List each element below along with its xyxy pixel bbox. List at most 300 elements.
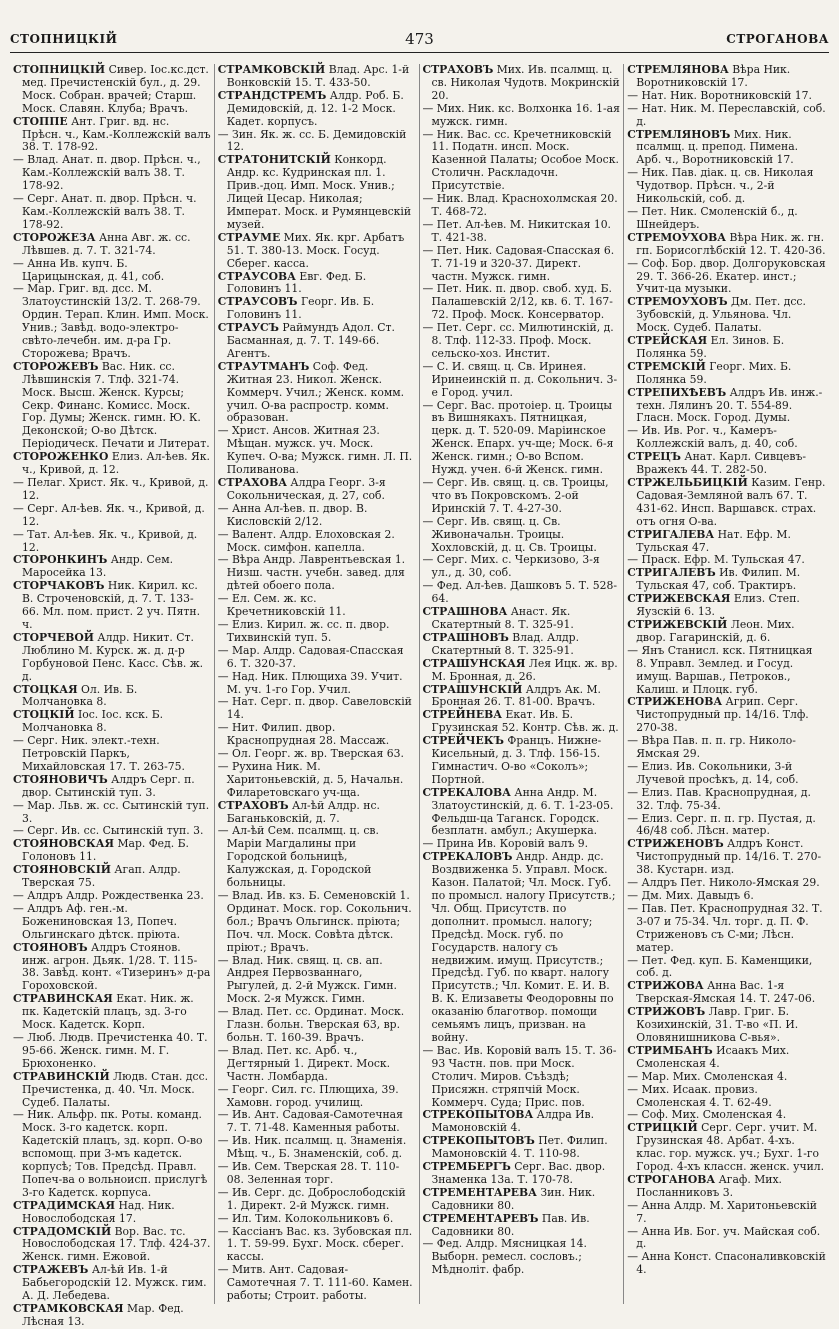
directory-entry — [218, 1045, 416, 1084]
directory-entry — [627, 451, 826, 477]
directory-entry — [13, 529, 211, 555]
directory-entry — [218, 1264, 416, 1303]
entry-surname: СТРИЖОВА — [627, 979, 704, 993]
directory-entry — [13, 232, 211, 258]
entry-surname: СТРЕМСКІЙ — [627, 359, 706, 373]
entry-details: Анаст. Як. Скатертный 8. Т. 325-91. — [431, 605, 574, 631]
entry-details: — Ник. Пав. діак. ц. св. Николая Чудотвор. Прѣсн. ч., 2-й Никольскій, соб. д. — [627, 166, 814, 206]
entry-details: — Ник. Вас. сс. Кречетниковскій 11. Податн. инсп. Моск. Казенной Палаты; Особое Моск. Столичн. Раскладочн. Присутствіе. — [422, 127, 619, 193]
entry-details: — Серг. Ив. свящ. ц. Св. Живоначальн. Троицы. Хохловскій, д. ц. Св. Троицы. — [422, 514, 597, 554]
entry-details: Вѣра Ник. Воротниковскій 17. — [636, 63, 791, 89]
directory-entry — [423, 1045, 621, 1110]
entry-surname: СТРЕКОПЫТОВЪ — [422, 1134, 535, 1148]
directory-entry — [627, 1084, 826, 1110]
directory-entry — [627, 696, 826, 735]
directory-entry — [218, 129, 416, 155]
entry-details: Мар. Фед. Б. Голоновъ 11. — [22, 837, 189, 864]
directory-entry — [627, 761, 826, 787]
entry-surname: СТОЦКАЯ — [13, 682, 78, 696]
directory-entry — [627, 787, 826, 813]
directory-entry — [13, 838, 211, 864]
entry-details: Ант. Григ. вд. нс. Прѣсн. ч., Кам.-Коллежскій валъ 38. Т. 178-92. — [22, 114, 211, 154]
directory-entry — [13, 258, 211, 284]
directory-entry — [13, 477, 211, 503]
directory-entry — [423, 1213, 621, 1239]
entry-surname: СТРЕМЕНТАРЕВЪ — [422, 1211, 539, 1225]
directory-entry — [423, 735, 621, 787]
entry-details: — Серг. Ив. свящ. ц. св. Троицы, что въ Покровскомъ. 2-ой Иринскій 7. Т. 4-27-30. — [422, 476, 609, 515]
entry-details: Серг. Серг. учит. М. Грузинская 48. Арбат. 4-хъ. клас. гор. мужск. уч.; Бухг. 1-го Город. 4-хъ классн. женск. учил. — [636, 1121, 825, 1174]
entry-details: Алдра Ив. Мамоновскій 4. — [431, 1108, 595, 1135]
directory-entry — [627, 619, 826, 645]
entry-details: Лавр. Григ. Б. Козихинскій, 31. Т-во «П. И. Оловянишникова С-вья». — [636, 1005, 799, 1044]
entry-details: Мих. Ив. псалмщ. ц. св. Николая Чудотв. Мокринскій 20. — [431, 63, 620, 102]
entry-details: — Фед. Алдр. Мясницкая 14. Выборн. ремесл. сословъ.; Мѣдноліт. фабр. — [422, 1237, 587, 1277]
entry-surname: СТРЕПИХѢЕВЪ — [627, 385, 727, 399]
entry-details: — Фед. Ал-ѣев. Дашковъ 5. Т. 528-64. — [422, 579, 618, 606]
entry-details: — Ол. Георг. ж. вр. Тверская 63. — [217, 747, 404, 761]
entry-surname: СТРОГАНОВА — [627, 1172, 716, 1186]
entry-surname: СТРАШУНСКІЙ — [422, 682, 523, 696]
entry-details: — Вас. Ив. Коровій валъ 15. Т. 36-93 Частн. пов. при Моск. Столич. Миров. Съѣздѣ; Присяжн. стряпчій Моск. Коммерч. Суда; Прис. пов. — [422, 1043, 617, 1109]
entry-details: — Ив. Сем. Тверская 28. Т. 110-08. Зеленная торг. — [217, 1160, 400, 1186]
entry-details: — Над. Ник. Плющиха 39. Учит. М. уч. 1-го Гор. Учил. — [217, 669, 403, 696]
directory-entry — [627, 1174, 826, 1200]
directory-entry — [218, 722, 416, 748]
entry-surname: СТРАВИНСКАЯ — [13, 992, 113, 1006]
entry-details: — Вѣра Пав. п. п. гр. Николо-Ямская 29. — [627, 734, 796, 761]
directory-entry — [13, 684, 211, 710]
entry-details: Исаакъ Мих. Смоленская 4. — [636, 1043, 790, 1070]
entry-details: Елиз. Ал-ѣев. Як. ч., Кривой, д. 12. — [22, 450, 210, 477]
entry-details: — Алдръ Пет. Николо-Ямская 29. — [627, 876, 820, 890]
entry-details: Ив. Филип. М. Тульская 47, соб. Трактиръ. — [636, 566, 801, 593]
column-2 — [215, 64, 420, 1304]
entry-details: — Елиз. Пав. Краснопрудная, д. 32. Тлф. 75-34. — [627, 785, 811, 812]
entry-details: Алдръ Стоянов. инж. агрон. Дьяк. 1/28. Т. 115-38. Завѣд. конт. «Тизеринъ» д-ра Гороховской. — [22, 940, 211, 993]
entry-details: Анат. Карл. Сивцевъ-Вражекъ 44. Т. 282-50. — [636, 450, 806, 477]
directory-entry — [218, 271, 416, 297]
directory-entry — [627, 1006, 826, 1045]
entry-surname: СТРИЖОВЪ — [627, 1005, 706, 1019]
entry-details: — Рухина Ник. М. Харитоньевскій, д. 5, Начальн. Филаретовскаго уч-ща. — [217, 759, 404, 799]
directory-entry — [218, 696, 416, 722]
entry-surname: СТРАУСОВЪ — [217, 295, 298, 309]
directory-entry — [627, 258, 826, 297]
entry-surname: СТРЕЙНЕВА — [422, 708, 503, 722]
entry-details: — Анна Ив. Бог. уч. Майская соб. д. — [627, 1224, 821, 1251]
entry-surname: СТОРОЖЕНКО — [13, 450, 109, 464]
entry-surname: СТОЦКІЙ — [13, 708, 75, 722]
entry-details: — Пет. Ник. Садовая-Спасская 6. Т. 71-19 и 320-37. Директ. частн. Мужск. гимн. — [422, 243, 615, 283]
directory-entry — [423, 1135, 621, 1161]
directory-entry — [627, 1122, 826, 1174]
directory-entry — [423, 283, 621, 322]
directory-entry — [627, 1045, 826, 1071]
entry-details: Ник. Кирил. кс. В. Строченовскій, д. 7. Т. 133-66. Мл. пом. прист. 2 уч. Пятн. ч. — [22, 579, 201, 631]
directory-entry — [627, 425, 826, 451]
entry-surname: СТРАЖЕВЪ — [13, 1263, 89, 1277]
directory-entry — [13, 503, 211, 529]
directory-entry — [627, 980, 826, 1006]
directory-entry — [627, 1200, 826, 1226]
entry-details: Ел. Зинов. Б. Полянка 59. — [636, 334, 785, 360]
entry-details: Влад. Арс. 1-й Вонковскій 15. Т. 433-50. — [226, 63, 410, 89]
directory-entry — [13, 580, 211, 632]
entry-surname: СТРЕКОПЫТОВА — [422, 1108, 534, 1122]
directory-entry — [218, 64, 416, 90]
header-right-guide-word: СТРОГАНОВА — [726, 32, 829, 46]
entry-details: Екат. Ник. ж. пк. Кадетскій плацъ, зд. 3-го Моск. Кадетск. Корп. — [22, 992, 194, 1032]
entry-surname: СТРАШУНСКАЯ — [422, 656, 526, 670]
directory-entry — [218, 322, 416, 361]
entry-surname: СТРАУТМАНЪ — [217, 359, 310, 373]
entry-details: — Зин. Як. ж. сс. Б. Демидовскій 12. — [217, 127, 407, 154]
directory-entry — [627, 64, 826, 90]
entry-details: — Влад. Ив. кз. Б. Семеновскій 1. Ординат. Моск. гор. Сокольнич. бол.; Врачъ Ольгинск. пріюта; Поч. чл. Моск. Совѣта дѣтск. пріют.; Врачъ. — [217, 889, 412, 954]
directory-entry — [627, 955, 826, 981]
directory-entry — [218, 90, 416, 129]
entry-details: — Мих. Ник. кс. Волхонка 16. 1-ая мужск. гимн. — [422, 101, 620, 128]
entry-details: — Пав. Пет. Краснопрудная 32. Т. 3-07 и 75-34. Чл. торг. д. П. Ф. Стриженовъ съ С-ми; Лѣсн. матер. — [627, 901, 823, 954]
directory-entry — [627, 567, 826, 593]
entry-details: Вор. Вас. тс. Новослободская 17. Тлф. 424-37. Женск. гимн. Ежовой. — [22, 1224, 211, 1264]
entry-details: Казим. Генр. Садовая-Земляной валъ 67. Т. 431-62. Инсп. Варшавск. страх. отъ огня О-ва. — [636, 476, 826, 528]
entry-surname: СТРАХОВЪ — [217, 798, 289, 812]
directory-entry — [423, 400, 621, 477]
directory-entry — [423, 787, 621, 839]
directory-entry — [423, 477, 621, 516]
entry-details: — Ив. Ант. Садовая-Самотечная 7. Т. 71-48. Каменныя работы. — [217, 1108, 403, 1135]
entry-details: Людв. Стан. дсс. Пречистенка, д. 40. Чл. Моск. Судеб. Палаты. — [22, 1069, 209, 1109]
entry-details: — Дм. Мих. Давыдъ 6. — [627, 889, 754, 902]
entry-surname: СТРАУСОВА — [217, 269, 296, 283]
entry-surname: СТОРОЖЕЗА — [13, 230, 96, 244]
column-1 — [10, 63, 215, 1328]
entry-details: Евг. Фед. Б. Головинъ 11. — [226, 269, 367, 296]
directory-entry — [13, 1032, 211, 1071]
entry-details: Соф. Фед. Житная 23. Никол. Женск. Коммерч. Учил.; Женск. комм. учил. О-ва распростр. комм. образован. — [226, 359, 405, 425]
entry-details: Алдр. Никит. Ст. Люблино М. Курск. ж. д. д-р Горбуновой Пенс. Касс. Сѣв. ж. д. — [22, 630, 204, 683]
directory-entry — [423, 1238, 621, 1277]
entry-details: Екат. Ив. Б. Грузинская 52. Контр. Сѣв. ж. д. — [431, 708, 619, 735]
entry-details: — Мар. Льв. ж. сс. Сытинскій туп. 3. — [13, 798, 210, 825]
directory-entry — [423, 322, 621, 361]
entry-details: — Тат. Ал-ѣев. Як. ч., Кривой, д. 12. — [13, 527, 198, 554]
entry-details: Нат. Ефр. М. Тульская 47. — [636, 527, 791, 554]
directory-entry — [218, 296, 416, 322]
directory-entry — [423, 709, 621, 735]
entry-details: Георг. Ив. Б. Головинъ 11. — [226, 295, 375, 322]
directory-columns — [10, 63, 829, 1328]
directory-entry — [423, 361, 621, 400]
entry-details: — Валент. Алдр. Елоховская 2. Моск. симфон. капелла. — [217, 527, 395, 554]
directory-entry — [13, 993, 211, 1032]
entry-details: — Ал-ѣй Сем. псалмщ. ц. св. Маріи Магдалины при Городской больницѣ, Калужская, д. Городской больницы. — [217, 824, 379, 890]
directory-entry — [13, 709, 211, 735]
directory-entry — [13, 1264, 211, 1303]
entry-details: — Пет. Ник. Смоленскій б., д. Шнейдеръ. — [627, 204, 798, 231]
entry-details: — Ник. Влад. Краснохолмская 20. Т. 468-72. — [422, 192, 618, 218]
entry-surname: СТРЕМЛЯНОВЪ — [627, 127, 731, 141]
entry-surname: СТРАХОВА — [217, 476, 287, 489]
directory-entry — [13, 1303, 211, 1329]
directory-entry — [218, 154, 416, 231]
entry-surname: СТРЕМОУХОВЪ — [627, 295, 728, 309]
directory-entry — [218, 1109, 416, 1135]
directory-entry — [423, 219, 621, 245]
directory-entry — [218, 1006, 416, 1045]
directory-entry — [218, 361, 416, 426]
directory-entry — [423, 580, 621, 606]
entry-details: Андр. Сем. Маросейка 13. — [22, 553, 174, 580]
entry-details: Пет. Филип. Мамоновскій 4. Т. 110-98. — [431, 1134, 608, 1161]
directory-entry — [627, 1226, 826, 1252]
directory-entry — [423, 851, 621, 1045]
entry-details: Над. Ник. Новослободская 17. — [22, 1198, 175, 1225]
entry-details: Мар. Фед. Лѣсная 13. — [22, 1302, 184, 1328]
entry-details: Лея Ицк. ж. вр. М. Бронная, д. 26. — [431, 656, 618, 683]
directory-entry — [627, 593, 826, 619]
entry-surname: СТОЯНОВСКІЙ — [13, 863, 111, 877]
entry-surname: СТРИМБАНЪ — [627, 1043, 713, 1057]
entry-surname: СТРЕМЛЯНОВА — [627, 63, 729, 76]
entry-surname: СТРИГАЛЕВА — [627, 527, 715, 541]
entry-details: Агап. Алдр. Тверская 75. — [22, 863, 181, 890]
entry-surname: СТРЕЙЧЕКЪ — [422, 734, 504, 748]
directory-entry — [218, 1084, 416, 1110]
entry-surname: СТРИЖЕНОВА — [627, 695, 723, 709]
directory-entry — [13, 283, 211, 360]
entry-surname: СТРЕМБЕРГЪ — [422, 1160, 511, 1174]
entry-details: Серг. Вас. двор. Знаменка 13а. Т. 170-78. — [431, 1160, 606, 1186]
entry-surname: СТРЕМЕНТАРЕВА — [422, 1185, 537, 1199]
entry-details: — Алдръ Аф. ген.-м. Божениновская 13, Попеч. Ольгинскаго дѣтск. пріюта. — [13, 901, 181, 941]
entry-surname: СТРАМКОВСКІЙ — [217, 63, 326, 76]
directory-entry — [627, 129, 826, 168]
entry-details: — Соф. Мих. Смоленская 4. — [627, 1108, 787, 1122]
entry-surname: СТРЕЙСКАЯ — [627, 334, 708, 348]
entry-details: Георг. Мих. Б. Полянка 59. — [636, 359, 792, 386]
directory-entry — [627, 361, 826, 387]
entry-surname: СТРЕКАЛОВА — [422, 785, 511, 799]
directory-entry — [627, 1251, 826, 1277]
entry-surname: СТОРОЖЕВЪ — [13, 359, 99, 373]
directory-entry — [627, 477, 826, 529]
entry-details: — Алдръ Алдр. Рождественка 23. — [13, 889, 204, 902]
entry-details: — Христ. Ансов. Житная 23. Мѣщан. мужск. уч. Моск. Купеч. О-ва; Мужск. гимн. Л. П. Поливанова. — [217, 424, 413, 477]
entry-details: — Серг. Мих. с. Черкизово, 3-я ул., д. 30, соб. — [422, 553, 600, 580]
entry-details: Алдръ Ив. инж.-техн. Лялинъ 20. Т. 554-89. Гласн. Моск. Город. Думы. — [636, 385, 823, 425]
directory-entry — [218, 761, 416, 800]
entry-surname: СТРЕЦЪ — [627, 450, 681, 464]
directory-entry — [423, 1187, 621, 1213]
directory-entry — [627, 206, 826, 232]
entry-details: — Люб. Людв. Пречистенка 40. Т. 95-66. Женск. гимн. М. Г. Брюхоненко. — [13, 1030, 208, 1070]
entry-surname: СТРАДОМСКІЙ — [13, 1224, 112, 1238]
directory-entry — [218, 593, 416, 619]
entry-details: Леон. Мих. двор. Гагаринскій, д. 6. — [636, 617, 795, 644]
directory-entry — [423, 554, 621, 580]
directory-entry — [423, 64, 621, 103]
directory-entry — [218, 645, 416, 671]
directory-entry — [218, 503, 416, 529]
entry-details: — Нит. Филип. двор. Краснопрудная 28. Массаж. — [217, 721, 390, 748]
directory-entry — [218, 232, 416, 271]
entry-details: — Ив. Серг. дс. Доброслободскій 1. Директ. 2-й Мужск. гимн. — [217, 1185, 406, 1212]
entry-details: — Ил. Тим. Колокольниковъ 6. — [217, 1211, 394, 1225]
entry-surname: СТРЖЕЛЬБИЦКІЙ — [627, 476, 748, 489]
entry-surname: СТРАМКОВСКАЯ — [13, 1302, 124, 1315]
directory-entry — [423, 245, 621, 284]
entry-details: — Нат. Ник. Воротниковскій 17. — [627, 88, 812, 102]
directory-entry — [13, 1071, 211, 1110]
entry-details: Ал-ѣй Алдр. нс. Баганьковскій, д. 7. — [226, 798, 380, 825]
entry-details: — Нат. Ник. М. Переславскій, соб. д. — [627, 101, 826, 128]
directory-entry — [423, 103, 621, 129]
directory-entry — [13, 116, 211, 155]
directory-entry — [218, 955, 416, 1007]
entry-details: — Анна Конст. Спасоналивковскій 4. — [627, 1250, 826, 1277]
directory-entry — [218, 619, 416, 645]
directory-entry — [13, 942, 211, 994]
entry-details: — Праск. Ефр. М. Тульская 47. — [627, 553, 805, 567]
directory-entry — [423, 1109, 621, 1135]
column-3 — [420, 64, 625, 1304]
entry-details: Анна Андр. М. Златоустинскій, д. 6. Т. 1-23-05. Фельдш-ца Таганск. Городск. безплатн. амбул.; Акушерка. — [431, 785, 614, 838]
entry-details: — Георг. Сил. гс. Плющиха, 39. Хамовн. город. училищ. — [217, 1082, 399, 1109]
entry-details: — Пет. Ник. п. двор. своб. худ. Б. Палашевскій 2/12, кв. 6. Т. 167-72. Проф. Моск. Консерватор. — [422, 282, 613, 322]
directory-entry — [218, 671, 416, 697]
directory-entry — [218, 554, 416, 593]
entry-surname: СТОЯНОВЪ — [13, 940, 88, 954]
directory-entry — [423, 193, 621, 219]
entry-details: Андр. Андр. дс. Воздвиженка 5. Управл. Моск. Казон. Палатой; Чл. Моск. Губ. по промысл. налогу Присутств.; Чл. Общ. Присутств. по дополнит. промысл. налогу; Предсѣд. Моск. губ. по Государств. налогу съ недвижим. имущ. Присутств.; Предсѣд. Губ. по кварт. налогу Присутств.; Чл. Комит. Е. И. В. В. К. Елизаветы Феодоровны по оказанію благотвор. помощи семьямъ лицъ, призван. на войну. — [431, 850, 616, 1044]
directory-entry — [627, 838, 826, 877]
directory-entry — [627, 529, 826, 555]
entry-details: — С. И. свящ. ц. Св. Иринея. Иринеинскій п. д. Сокольнич. 3-е Город. учил. — [422, 359, 618, 399]
directory-entry — [627, 735, 826, 761]
directory-entry — [423, 658, 621, 684]
entry-details: Сивер. Іос.кс.дст. мед. Пречистенскій бул., д. 29. Моск. Собран. врачей; Старш. Моск. Славян. Клуба; Врачъ. — [22, 63, 209, 115]
entry-surname: СТОРОНКИНЪ — [13, 553, 108, 567]
entry-details: Мих. Як. крг. Арбатъ 51. Т. 380-13. Моск. Госуд. Сберег. касса. — [226, 230, 405, 270]
entry-details: — Серг. Ал-ѣев. Як. ч., Кривой, д. 12. — [13, 501, 205, 528]
entry-details: Алдръ Конст. Чистопрудный пр. 14/16. Т. 270-38. Кустарн. изд. — [636, 837, 822, 877]
entry-details: Вѣра Ник. ж. гн. гп. Борисоглѣбскій 12. Т. 420-36. — [636, 230, 826, 257]
directory-entry — [423, 632, 621, 658]
entry-details: — Мар. Григ. вд. дсс. М. Златоустинскій 13/2. Т. 268-79. Ордин. Терап. Клин. Имп. Моск. Унив.; Завѣд. водо-электро-свѣто-лечебн. им. д-ра Гр. Сторожева; Врачъ. — [13, 282, 209, 360]
entry-details: — Серг. Анат. п. двор. Прѣсн. ч. Кам.-Коллежскій валъ 38. Т. 178-92. — [13, 192, 197, 231]
entry-details: — Елиз. Серг. п. п. гр. Пустая, д. 46/48 соб. Лѣсн. матер. — [627, 811, 816, 838]
directory-entry — [13, 1226, 211, 1265]
entry-details: — Кассіанъ Вас. кз. Зубовская пл. 1. Т. 59-99. Бухг. Моск. сберег. кассы. — [217, 1224, 413, 1264]
entry-surname: СТРАШНОВА — [422, 605, 508, 619]
directory-entry — [218, 825, 416, 890]
entry-details: — Анна Ал-ѣев. п. двор. В. Кисловскій 2/12. — [217, 501, 368, 528]
entry-surname: СТРЕМОУХОВА — [627, 230, 727, 244]
directory-entry — [13, 632, 211, 684]
entry-details: — Влад. Пет. сс. Ординат. Моск. Глазн. больн. Тверская 63, вр. больн. Т. 160-39. Врачъ. — [217, 1005, 405, 1044]
entry-surname: СТОРЧАКОВЪ — [13, 579, 105, 593]
entry-details: — Влад. Ник. свящ. ц. св. ап. Андрея Первозваннаго, Рыгулей, д. 2-й Мужск. Гимн. Моск. 2-я Мужск. Гимн. — [217, 953, 397, 1006]
entry-surname: СТРАХОВЪ — [422, 63, 494, 76]
entry-surname: СТРИЖЕВСКІЙ — [627, 617, 728, 631]
directory-entry — [627, 232, 826, 258]
entry-details: — Вѣра Андр. Лаврентьевская 1. Низш. частн. учебн. завед. для дѣтей обоего пола. — [217, 553, 406, 593]
entry-details: — Серг. Ник. элект.-техн. Петровскій Паркъ, Михайловская 17. Т. 263-75. — [13, 734, 185, 773]
entry-details: — Ел. Сем. ж. кс. Кречетниковскій 11. — [217, 592, 346, 619]
directory-entry — [13, 735, 211, 774]
entry-surname: СТРИЦКІЙ — [627, 1121, 698, 1135]
directory-entry — [218, 1226, 416, 1265]
entry-details: — Пелаг. Христ. Як. ч., Кривой, д. 12. — [13, 476, 209, 502]
directory-entry — [13, 64, 211, 116]
entry-details: Алдра Георг. 3-я Сокольническая, д. 27, соб. — [226, 476, 386, 502]
entry-details: — Анна Алдр. М. Харитоньевскій 7. — [627, 1198, 817, 1225]
entry-details: Іос. Іос. кск. Б. Молчановка 8. — [22, 708, 164, 735]
entry-surname: СТОППЕ — [13, 114, 68, 128]
entry-surname: СТРИЖЕВСКАЯ — [627, 592, 731, 606]
entry-details: Анна Авг. ж. сс. Лѣвшев. д. 7. Т. 321-74. — [22, 230, 191, 257]
directory-entry — [13, 154, 211, 193]
entry-details: — Пет. Серг. сс. Милютинскій, д. 8. Тлф. 112-33. Проф. Моск. сельско-хоз. Инстит. — [422, 321, 614, 360]
entry-details: — Ник. Альфр. пк. Роты. команд. Моск. 3-го кадетск. корп. Кадетскій плацъ, зд. корп. О-во вспомощ. при 3-мъ кадетск. корпусѣ; Тов. Предсѣд. Правл. Попеч-ва о вольноисп. прислугѣ 3-го Кадетск. корпуса. — [13, 1108, 208, 1199]
entry-details: — Влад. Пет. кс. Арб. ч., Дегтярный 1. Директ. Моск. Частн. Ломбарда. — [217, 1043, 391, 1083]
directory-entry — [218, 1161, 416, 1187]
directory-entry — [218, 425, 416, 477]
directory-entry — [13, 554, 211, 580]
entry-details: — Пет. Фед. куп. Б. Каменщики, соб. д. — [627, 953, 813, 980]
entry-details: Елиз. Степ. Яузскій 6. 13. — [636, 592, 800, 619]
entry-surname: СТОЯНОВИЧЪ — [13, 772, 108, 786]
directory-entry — [627, 813, 826, 839]
directory-entry — [627, 387, 826, 426]
directory-entry — [627, 335, 826, 361]
entry-details: — Соф. Бор. двор. Долгоруковская 29. Т. 366-26. Екатер. инст.; Учит-ца музыки. — [627, 256, 826, 296]
entry-details: — Прина Ив. Коровій валъ 9. — [422, 837, 589, 851]
entry-details: — Ив. Ив. Рог. ч., Камеръ-Коллежскій валъ, д. 40, соб. — [627, 424, 798, 451]
directory-entry — [423, 606, 621, 632]
entry-details: Агрип. Серг. Чистопрудный пр. 14/16. Тлф. 270-38. — [636, 695, 809, 735]
entry-surname: СТРАНДСТРЕМЪ — [217, 88, 327, 102]
directory-entry — [13, 361, 211, 451]
entry-details: — Пет. Ал-ѣев. М. Никитская 10. Т. 421-38. — [422, 217, 611, 244]
entry-details: — Митв. Ант. Садовая-Самотечная 7. Т. 111-60. Камен. работы; Строит. работы. — [217, 1263, 413, 1303]
directory-entry — [13, 1109, 211, 1199]
entry-details: Мих. Ник. псалмщ. ц. препод. Пимена. Арб. ч., Воротниковскій 17. — [636, 127, 799, 167]
entry-details: — Ив. Ник. псалмщ. ц. Знаменія. Мѣщ. ч., Б. Знаменскій, соб. д. — [217, 1134, 407, 1161]
entry-details: — Елиз. Кирил. ж. сс. п. двор. Тихвинскій туп. 5. — [217, 617, 390, 644]
entry-details: Ал-ѣй Ив. 1-й Бабьегородскій 12. Мужск. гим. А. Д. Лебедева. — [22, 1263, 207, 1303]
directory-entry — [218, 1135, 416, 1161]
entry-details: — Елиз. Ив. Сокольники, 3-й Лучевой просѣкъ, д. 14, соб. — [627, 759, 799, 786]
directory-entry — [13, 1200, 211, 1226]
entry-surname: СТОРЧЕВОЙ — [13, 630, 94, 644]
entry-details: Анна Вас. 1-я Тверская-Ямская 14. Т. 247-06. — [636, 979, 816, 1006]
entry-details: Агаф. Мих. Посланниковъ 3. — [636, 1172, 782, 1199]
directory-entry — [13, 864, 211, 890]
entry-details: — Мар. Алдр. Садовая-Спасская 6. Т. 320-37. — [217, 643, 404, 670]
entry-surname: СТРАУСЪ — [217, 321, 279, 335]
directory-entry — [218, 529, 416, 555]
entry-surname: СТОПНИЦКІЙ — [13, 63, 106, 76]
entry-surname: СТРИЖЕНОВЪ — [627, 837, 724, 851]
directory-entry — [218, 890, 416, 955]
entry-details: Влад. Алдр. Скатертный 8. Т. 325-91. — [431, 630, 579, 657]
directory-entry — [218, 477, 416, 503]
entry-surname: СТРАВИНСКІЙ — [13, 1069, 110, 1083]
